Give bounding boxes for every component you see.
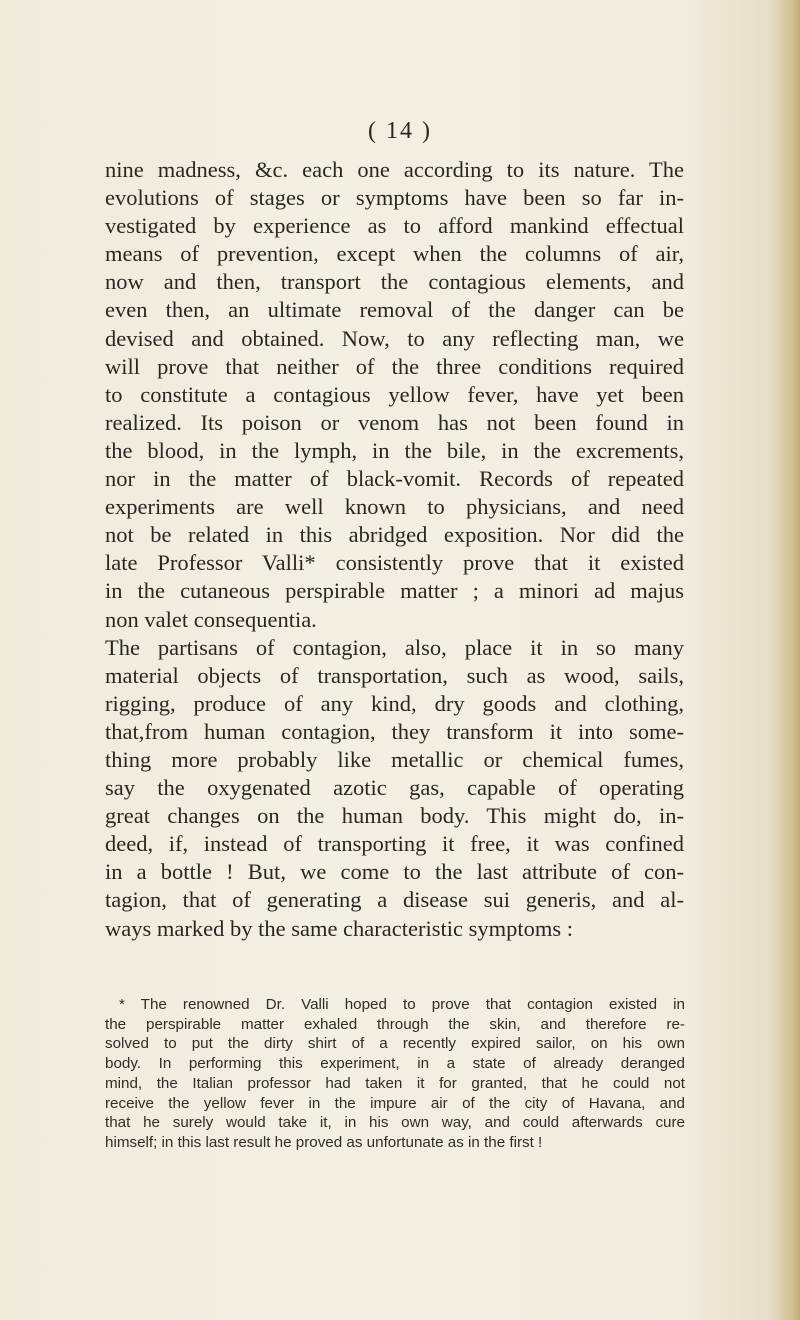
footnote-line: receive the yellow fever in the impure air of the city of Havana, and [105, 1094, 685, 1112]
text-line: the blood, in the lymph, in the bile, in the excrements, [105, 437, 684, 463]
text-line: non valet consequentia. [105, 606, 317, 632]
text-line: means of prevention, except when the columns of air, [105, 241, 684, 267]
text-line: The partisans of contagion, also, place it in so many [105, 634, 684, 660]
text-line: tagion, that of generating a disease sui generis, and al- [105, 887, 684, 913]
text-line: nor in the matter of black-vomit. Records of repeated [105, 466, 684, 492]
body-text [105, 156, 684, 943]
text-line: now and then, transport the contagious elements, and [105, 269, 684, 295]
footnote-line: * The renowned Dr. Valli hoped to prove that contagion existed in [119, 996, 685, 1013]
text-line: rigging, produce of any kind, dry goods and clothing, [105, 690, 684, 716]
text-line: to constitute a contagious yellow fever, have yet been [105, 381, 684, 407]
footnote-line: that he surely would take it, in his own way, and could afterwards cure [105, 1114, 685, 1132]
footnote-line: the perspirable matter exhaled through the skin, and therefore re- [105, 1015, 685, 1033]
text-line: realized. Its poison or venom has not been found in [105, 409, 684, 435]
text-line: in the cutaneous perspirable matter ; a minori ad majus [105, 578, 684, 604]
text-line: in a bottle ! But, we come to the last attribute of con- [105, 859, 684, 885]
text-line: even then, an ultimate removal of the danger can be [105, 297, 684, 323]
text-line: experiments are well known to physicians, and need [105, 494, 684, 520]
text-line: late Professor Valli* consistently prove that it existed [105, 550, 684, 576]
text-line: great changes on the human body. This might do, in- [105, 803, 684, 829]
footnote-line: himself; in this last result he proved as unfortunate as in the first ! [105, 1133, 543, 1151]
page-edge [778, 0, 800, 1320]
text-line: say the oxygenated azotic gas, capable of operating [105, 775, 684, 801]
footnote-line: solved to put the dirty shirt of a recently expired sailor, on his own [105, 1035, 685, 1053]
text-line: ways marked by the same characteristic symptoms : [105, 915, 573, 941]
text-line: not be related in this abridged exposition. Nor did the [105, 522, 684, 548]
text-line: deed, if, instead of transporting it free, it was confined [105, 831, 684, 857]
text-line: evolutions of stages or symptoms have been so far in- [105, 185, 684, 211]
footnote-line: mind, the Italian professor had taken it for granted, that he could not [105, 1074, 685, 1092]
text-line: that,from human contagion, they transform it into some- [105, 718, 684, 744]
text-line: thing more probably like metallic or chemical fumes, [105, 746, 684, 772]
page-number: ( 14 ) [368, 118, 432, 144]
footnote-line: body. In performing this experiment, in a state of already deranged [105, 1055, 685, 1073]
text-line: devised and obtained. Now, to any reflecting man, we [105, 325, 684, 351]
footnote [105, 995, 685, 1153]
text-line: material objects of transportation, such as wood, sails, [105, 662, 684, 688]
text-line: vestigated by experience as to afford mankind effectual [105, 213, 684, 239]
text-line: nine madness, &c. each one according to its nature. The [105, 157, 684, 182]
text-line: will prove that neither of the three conditions required [105, 353, 684, 379]
